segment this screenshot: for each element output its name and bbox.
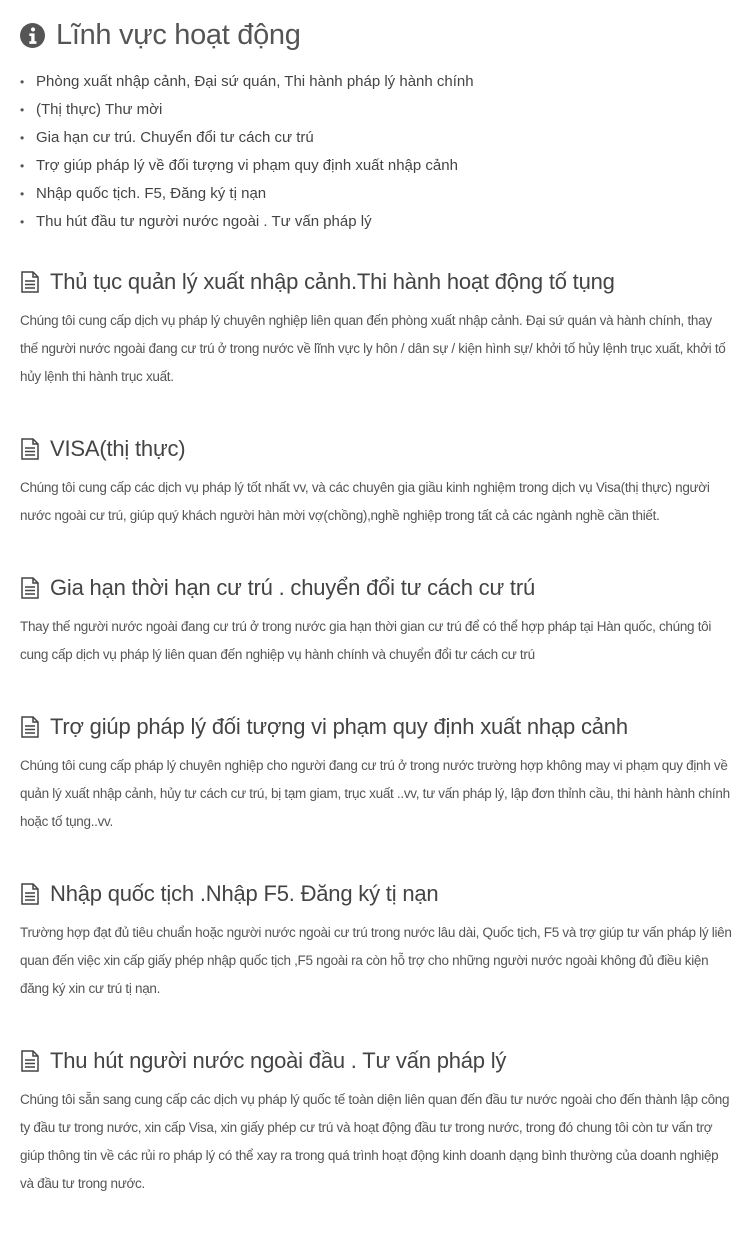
section-heading <box>20 573 732 603</box>
list-item-text: Gia hạn cư trú. Chuyển đổi tư cách cư trú <box>36 129 314 146</box>
section-description: Thay thế người nước ngoài đang cư trú ở trong nước gia hạn thời gian cư trú để có thể hợp pháp tại Hàn quốc, chúng tôi cung cấp dịch vụ pháp lý liên quan đến nghiệp vụ hành chính và chuyển đổi tư cách cư trú <box>20 619 712 662</box>
page-content <box>0 18 732 1198</box>
section-visa <box>20 434 732 530</box>
section-residence-extension <box>20 573 732 669</box>
bullet-icon: • <box>20 131 25 145</box>
section-description: Chúng tôi cung cấp dịch vụ pháp lý chuyên nghiệp liên quan đến phòng xuất nhập cảnh. Đại sứ quán và hành chính, thay thế người nước ngoài đang cư trú ở trong nước về lĩnh vực ly hôn / dân sự / kiện hình sự/ khởi tố hủy lệnh trục xuất, khởi tố hủy lệnh thi hành trục xuất. <box>20 313 726 384</box>
bullet-icon: • <box>20 159 25 173</box>
page-title <box>20 18 732 52</box>
section-heading <box>20 434 732 464</box>
bullet-icon: • <box>20 103 25 117</box>
section-heading <box>20 267 732 297</box>
list-item <box>20 180 732 208</box>
page-title-text: Lĩnh vực hoạt động <box>56 18 301 51</box>
bullet-icon: • <box>20 215 25 229</box>
document-icon <box>20 883 40 905</box>
info-icon <box>20 23 45 48</box>
section-title: Nhập quốc tịch .Nhập F5. Đăng ký tị nạn <box>50 881 439 906</box>
bullet-icon: • <box>20 187 25 201</box>
list-item-text: Trợ giúp pháp lý về đối tượng vi phạm quy định xuất nhập cảnh <box>36 157 458 174</box>
section-title: VISA(thị thực) <box>50 436 186 461</box>
document-icon <box>20 271 40 293</box>
section-title: Thủ tục quản lý xuất nhập cảnh.Thi hành hoạt động tố tụng <box>50 269 615 294</box>
activity-list <box>20 68 732 236</box>
section-description: Chúng tôi sẵn sang cung cấp các dịch vụ pháp lý quốc tế toàn diện liên quan đến đầu tư nước ngoài cho đến thành lập công ty đầu tư trong nước, xin cấp Visa, xin giấy phép cư trú và hoạt động đầu tư trong nước, trong đó chung tôi còn tư vấn trợ giúp thông tin về các rủi ro pháp lý có thể xay ra trong quá trình hoạt động kinh doanh dạng bình thường của doanh nghiệp và đầu tư trong nước. <box>20 1092 730 1191</box>
section-description: Chúng tôi cung cấp pháp lý chuyên nghiệp cho người đang cư trú ở trong nước trường hợp không may vi phạm quy định về quản lý xuất nhập cảnh, hủy tư cách cư trú, bị tạm giam, trục xuất ..vv, tư vấn pháp lý, lập đơn thỉnh cầu, thi hành hành chính hoặc tố tụng..vv. <box>20 758 730 829</box>
section-heading <box>20 712 732 742</box>
list-item-text: Thu hút đầu tư người nước ngoài . Tư vấn pháp lý <box>36 213 372 230</box>
list-item <box>20 124 732 152</box>
section-heading <box>20 1046 732 1076</box>
section-description: Chúng tôi cung cấp các dịch vụ pháp lý tốt nhất vv, và các chuyên gia giầu kinh nghiệm trong dịch vụ Visa(thị thực) người nước ngoài cư trú, giúp quý khách người hàn mời vợ(chồng),nghề nghiệp trong tất cả các ngành nghề cần thiết. <box>20 480 710 523</box>
list-item <box>20 96 732 124</box>
list-item <box>20 208 732 236</box>
section-title: Thu hút người nước ngoài đầu . Tư vấn pháp lý <box>50 1048 507 1073</box>
section-violation-legal-aid <box>20 712 732 836</box>
section-title: Gia hạn thời hạn cư trú . chuyển đổi tư cách cư trú <box>50 575 535 600</box>
section-foreign-investment <box>20 1046 732 1198</box>
section-title: Trợ giúp pháp lý đối tượng vi phạm quy định xuất nhạp cảnh <box>50 714 628 739</box>
bullet-icon: • <box>20 75 25 89</box>
document-icon <box>20 1050 40 1072</box>
section-description: Trường hợp đạt đủ tiêu chuẩn hoặc người nước ngoài cư trú trong nước lâu dài, Quốc tịch, F5 và trợ giúp tư vấn pháp lý liên quan đến việc xin cấp giấy phép nhập quốc tịch ,F5 ngoài ra còn hỗ trợ cho những người nước ngoài không đủ điều kiện đăng ký xin cư trú tị nạn. <box>20 925 732 996</box>
list-item <box>20 68 732 96</box>
section-immigration-procedures <box>20 267 732 391</box>
document-icon <box>20 716 40 738</box>
list-item-text: (Thị thực) Thư mời <box>36 101 163 118</box>
section-heading <box>20 879 732 909</box>
list-item <box>20 152 732 180</box>
list-item-text: Phòng xuất nhập cảnh, Đại sứ quán, Thi hành pháp lý hành chính <box>36 73 474 90</box>
document-icon <box>20 577 40 599</box>
section-naturalization <box>20 879 732 1003</box>
document-icon <box>20 438 40 460</box>
list-item-text: Nhập quốc tịch. F5, Đăng ký tị nạn <box>36 185 267 202</box>
